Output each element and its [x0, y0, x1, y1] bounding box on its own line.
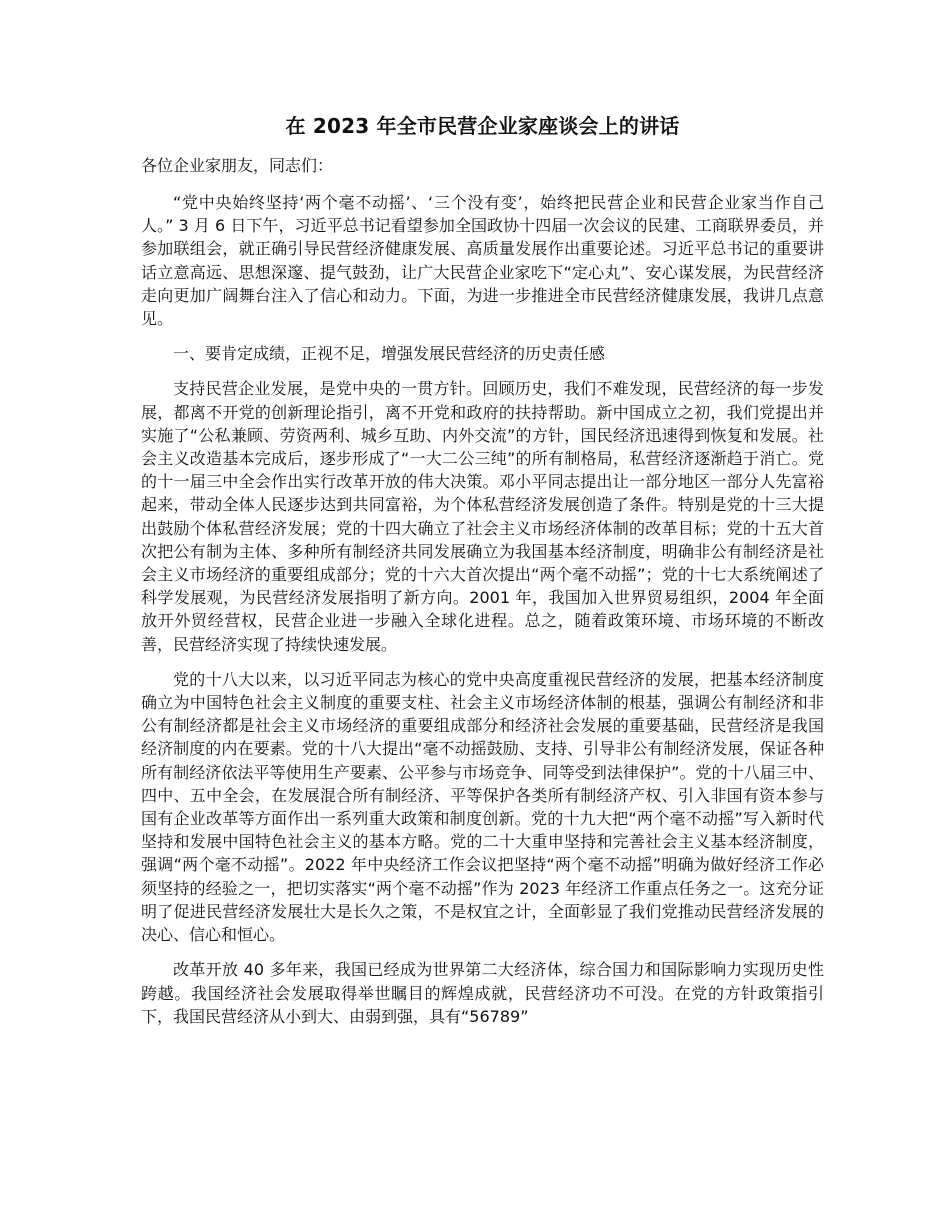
document-page	[141, 112, 824, 1040]
paragraph-intro: “党中央始终坚持‘两个毫不动摇’、‘三个没有变’，始终把民营企业和民营企业家当作自己人。” 3 月 6 日下午，习近平总书记看望参加全国政协十四届一次会议的民建、工商联界委员，并参加联组会，就正确引导民营经济健康发展、高质量发展作出重要论述。习近平总书记的重要讲话立意高远、思想深邃、提气鼓劲，让广大民营企业家吃下“定心丸”、安心谋发展，为民营经济走向更加广阔舞台注入了信心和动力。下面，为进一步推进全市民营经济健康发展，我讲几点意见。	[141, 193, 824, 329]
section-heading-1: 一、要肯定成绩，正视不足，增强发展民营经济的历史责任感	[173, 344, 606, 364]
paragraph-reform-achievements: 改革开放 40 多年来，我国已经成为世界第二大经济体，综合国力和国际影响力实现历史性跨越。我国经济社会发展取得举世瞩目的辉煌成就，民营经济功不可没。在党的方针政策指引下，我国民营经济从小到大、由弱到强，具有“56789”	[141, 960, 824, 1026]
paragraph-history: 支持民营企业发展，是党中央的一贯方针。回顾历史，我们不难发现，民营经济的每一步发展，都离不开党的创新理论指引，离不开党和政府的扶持帮助。新中国成立之初，我们党提出并实施了“公私兼顾、劳资两利、城乡互助、内外交流”的方针，国民经济迅速得到恢复和发展。社会主义改造基本完成后，逐步形成了“一大二公三纯”的所有制格局，私营经济逐渐趋于消亡。党的十一届三中全会作出实行改革开放的伟大决策。邓小平同志提出让一部分地区一部分人先富裕起来，带动全体人民逐步达到共同富裕，为个体私营经济发展创造了条件。特别是党的十三大提出鼓励个体私营经济发展；党的十四大确立了社会主义市场经济体制的改革目标；党的十五大首次把公有制为主体、多种所有制经济共同发展确立为我国基本经济制度，明确非公有制经济是社会主义市场经济的重要组成部分；党的十六大首次提出“两个毫不动摇”；党的十七大系统阐述了科学发展观，为民营经济发展指明了新方向。2001 年，我国加入世界贸易组织，2004 年全面放开外贸经营权，民营企业进一步融入全球化进程。总之，随着政策环境、市场环境的不断改善，民营经济实现了持续快速发展。	[141, 379, 824, 654]
document-title: 在 2023 年全市民营企业家座谈会上的讲话	[285, 114, 680, 138]
paragraph-since-18th-congress: 党的十八大以来，以习近平同志为核心的党中央高度重视民营经济的发展，把基本经济制度确立为中国特色社会主义制度的重要支柱、社会主义市场经济体制的根基，强调公有制经济和非公有制经济都是社会主义市场经济的重要组成部分和经济社会发展的重要基础，民营经济是我国经济制度的内在要素。党的十八大提出“毫不动摇鼓励、支持、引导非公有制经济发展，保证各种所有制经济依法平等使用生产要素、公平参与市场竞争、同等受到法律保护”。党的十八届三中、四中、五中全会，在发展混合所有制经济、平等保护各类所有制经济产权、引入非国有资本参与国有企业改革等方面作出一系列重大政策和制度创新。党的十九大把“两个毫不动摇”写入新时代坚持和发展中国特色社会主义的基本方略。党的二十大重申坚持和完善社会主义基本经济制度，强调“两个毫不动摇”。2022 年中央经济工作会议把坚持“两个毫不动摇”明确为做好经济工作必须坚持的经验之一，把切实落实“两个毫不动摇”作为 2023 年经济工作重点任务之一。这充分证明了促进民营经济发展壮大是长久之策，不是权宜之计，全面彰显了我们党推动民营经济发展的决心、信心和恒心。	[141, 669, 824, 945]
salutation: 各位企业家朋友，同志们：	[141, 156, 334, 175]
